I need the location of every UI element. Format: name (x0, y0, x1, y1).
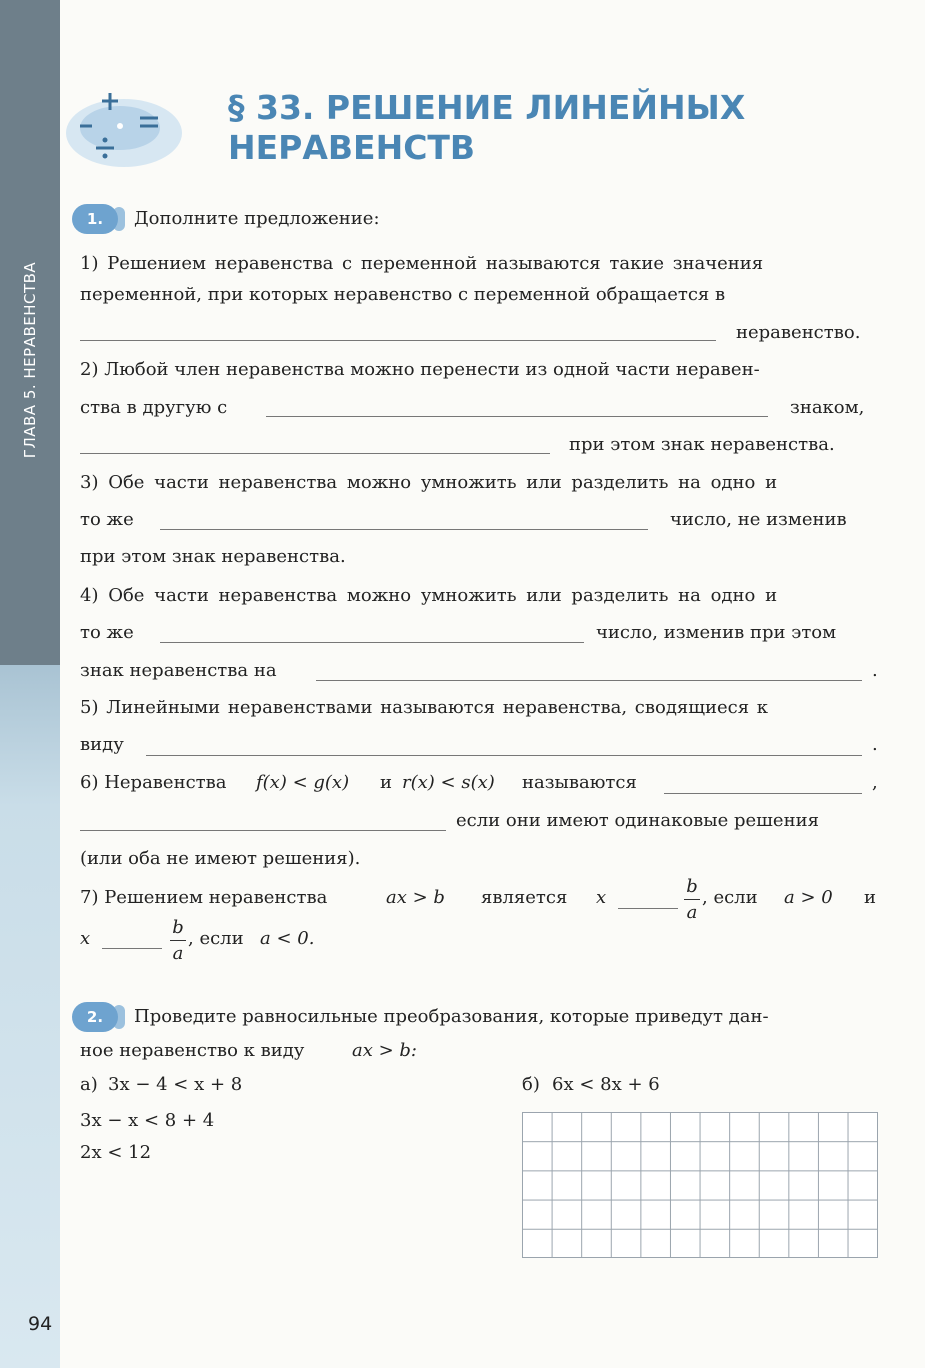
s1-blank[interactable] (80, 340, 716, 341)
s7-a-neg: a < 0. (260, 928, 315, 949)
s7-blank-2[interactable] (102, 948, 162, 949)
s7-and: и (864, 887, 876, 908)
s4-start: то же (80, 622, 134, 643)
s2-start: ства в другую с (80, 397, 228, 418)
s7-frac1-line (684, 899, 700, 900)
s7-x2: x (80, 928, 91, 949)
s1-line1: 1) Решением неравенства с переменной называются такие значения (80, 253, 764, 274)
s3-line1: 3) Обе части неравенства можно умножить или разделить на одно и (80, 472, 778, 493)
s7-cond2: , если (188, 928, 244, 949)
task-2b-label: б) (522, 1074, 540, 1095)
task-2a-label: а) (80, 1074, 98, 1095)
s2-blank-2[interactable] (80, 453, 550, 454)
s4-blank-2[interactable] (316, 680, 862, 681)
s7-frac2-den: a (172, 943, 184, 964)
s6-r-expr: r(x) < s(x) (402, 772, 495, 793)
s3-start: то же (80, 509, 134, 530)
s6-blank-1[interactable] (664, 793, 862, 794)
task-2-badge: 2. (72, 1002, 118, 1032)
s7-ineq: ax > b (386, 887, 445, 908)
task-2-prompt-form: ax > b: (352, 1040, 417, 1061)
sidebar (0, 0, 60, 1368)
s3-end: при этом знак неравенства. (80, 546, 346, 567)
sidebar-light-band (0, 665, 60, 1368)
task-1-badge: 1. (72, 204, 118, 234)
s5-dot: . (872, 734, 878, 755)
chapter-label: ГЛАВА 5. НЕРАВЕНСТВА (21, 261, 39, 459)
s2-blank-1[interactable] (266, 416, 768, 417)
s6-start: 6) Неравенства (80, 772, 227, 793)
s7-frac1-num: b (686, 876, 698, 897)
s4-dot: . (872, 660, 878, 681)
page-number: 94 (28, 1313, 53, 1335)
s7-frac2-line (170, 940, 186, 941)
s6-blank-2[interactable] (80, 830, 446, 831)
s1-end: неравенство. (736, 322, 861, 343)
s6-end: (или оба не имеют решения). (80, 848, 361, 869)
s7-frac1-den: a (686, 902, 698, 923)
s7-frac2-num: b (172, 917, 184, 938)
s6-called: называются (522, 772, 637, 793)
task-2a-step2: 2x < 12 (80, 1142, 152, 1163)
task-2-prompt-line1: Проведите равносильные преобразования, которые приведут дан- (134, 1006, 769, 1027)
s5-line1: 5) Линейными неравенствами называются неравенства, сводящиеся к (80, 697, 769, 718)
math-operations-icon (62, 88, 187, 178)
s1-line2: переменной, при которых неравенство с переменной обращается в (80, 284, 726, 305)
task-2a-expr: 3x − 4 < x + 8 (108, 1074, 243, 1095)
s2-line1: 2) Любой член неравенства можно перенести из одной части неравен- (80, 359, 760, 380)
s4-line3: знак неравенства на (80, 660, 277, 681)
s6-mid: если они имеют одинаковые решения (456, 810, 819, 831)
task-2b-expr: 6x < 8x + 6 (552, 1074, 660, 1095)
s6-f-expr: f(x) < g(x) (256, 772, 350, 793)
s4-blank-1[interactable] (160, 642, 584, 643)
s7-x: x (596, 887, 607, 908)
s7-a-pos: a > 0 (784, 887, 833, 908)
s6-and: и (380, 772, 392, 793)
task-2-prompt-line2: ное неравенство к виду (80, 1040, 305, 1061)
s2-end: при этом знак неравенства. (569, 434, 835, 455)
s3-blank[interactable] (160, 529, 648, 530)
s6-comma: , (872, 772, 878, 793)
task-1-prompt: Дополните предложение: (134, 208, 380, 229)
s4-mid: число, изменив при этом (596, 622, 837, 643)
task-2a-step1: 3x − x < 8 + 4 (80, 1110, 215, 1131)
section-title-line2: НЕРАВЕНСТВ (228, 128, 476, 167)
section-title-line1: § 33. РЕШЕНИЕ ЛИНЕЙНЫХ (228, 88, 746, 127)
s5-start: виду (80, 734, 124, 755)
answer-grid[interactable] (522, 1112, 878, 1258)
s7-is: является (481, 887, 568, 908)
s7-cond1: , если (702, 887, 758, 908)
s3-mid: число, не изменив (670, 509, 847, 530)
s7-start: 7) Решением неравенства (80, 887, 328, 908)
s4-line1: 4) Обе части неравенства можно умножить или разделить на одно и (80, 585, 778, 606)
section-title (228, 88, 868, 168)
s2-mid: знаком, (790, 397, 865, 418)
s5-blank[interactable] (146, 755, 862, 756)
s7-blank-1[interactable] (618, 908, 678, 909)
